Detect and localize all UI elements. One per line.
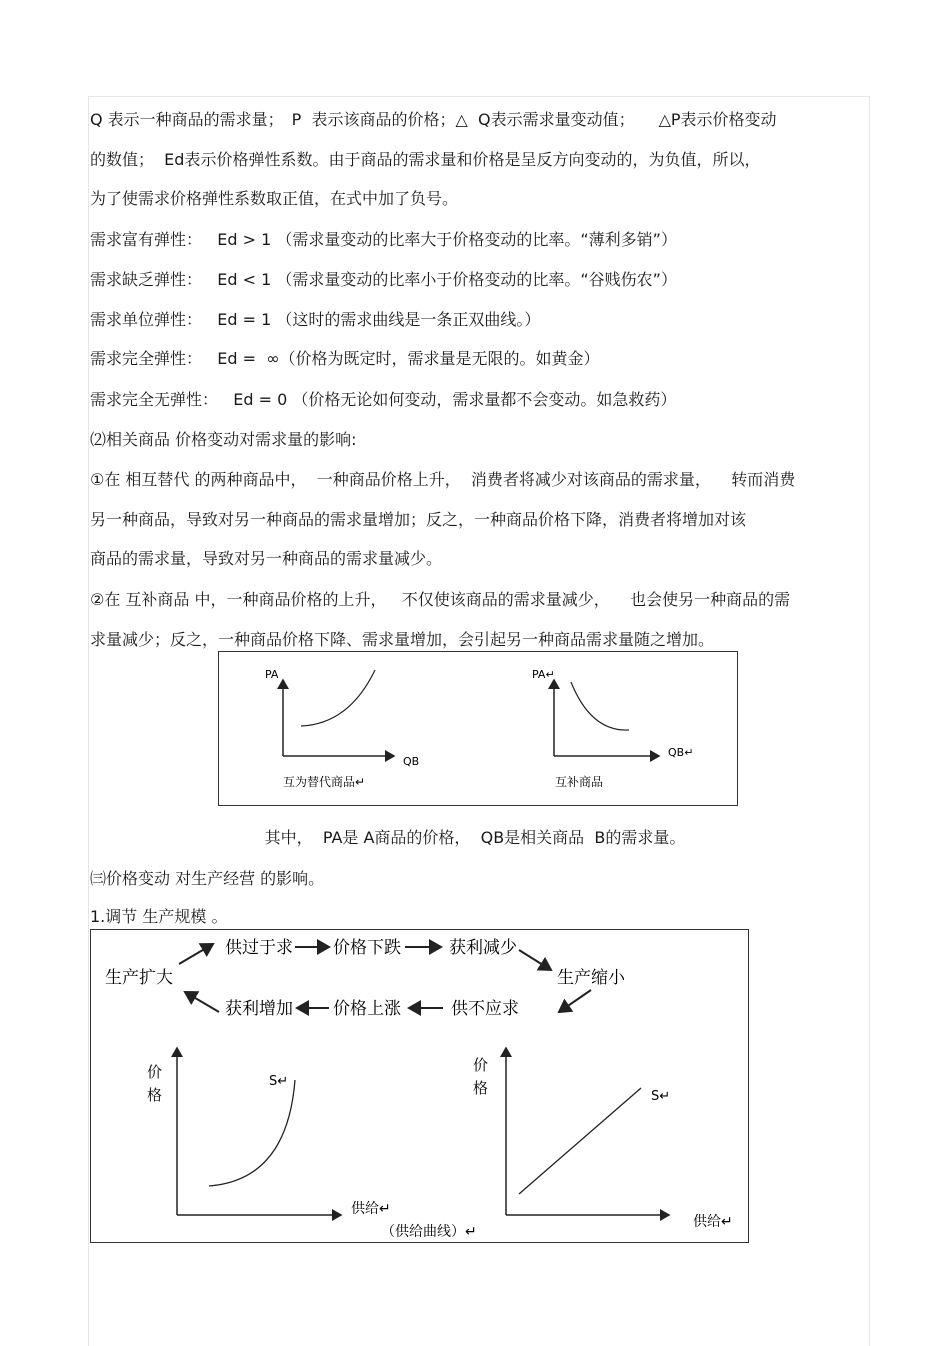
y-label-supply-left-1: 价 [147, 1063, 163, 1081]
related-goods-figure [218, 651, 738, 806]
supply-curve-left [209, 1080, 295, 1186]
production-scale-figure [90, 929, 749, 1243]
cycle-profit-down: 获利减少 [449, 938, 517, 958]
paragraph-line: 另一种商品，导致对另一种商品的需求量增加；反之，一种商品价格下降，消费者将增加对该 [90, 510, 747, 529]
y-label-left: PA [265, 668, 279, 681]
complement-title: 互补商品 [555, 775, 604, 789]
paragraph-line: 需求完全弹性： Ed = ∞（价格为既定时，需求量是无限的。如黄金） [90, 349, 600, 368]
paragraph-line: 需求完全无弹性： Ed = 0 （价格无论如何变动，需求量都不会变动。如急救药） [90, 390, 677, 409]
paragraph-line: ⑵相关商品 价格变动对需求量的影响: [90, 430, 357, 449]
y-label-supply-right-2: 格 [473, 1079, 489, 1097]
cycle-undersupply: 供不应求 [451, 999, 519, 1019]
paragraph-line: 需求单位弹性： Ed = 1 （这时的需求曲线是一条正双曲线。） [90, 310, 541, 329]
figure1-caption: 其中， PA是 A商品的价格， QB是相关商品 B的需求量。 [264, 828, 686, 847]
production-cycle-diagram [91, 930, 747, 1241]
substitute-title: 互为替代商品↵ [283, 775, 366, 789]
arrow-shrink-to-undersupply [559, 990, 591, 1012]
paragraph-line: 求量减少；反之，一种商品价格下降、需求量增加，会引起另一种商品需求量随之增加。 [90, 630, 715, 649]
arrow-profit-down-to-shrink [519, 950, 551, 970]
y-label-right: PA↵ [532, 668, 555, 681]
section-title: ㈢价格变动 对生产经营 的影响。 [90, 869, 325, 888]
curve-label-right: S↵ [651, 1089, 671, 1104]
related-goods-diagram [219, 652, 736, 804]
paragraph-line: 商品的需求量，导致对另一种商品的需求量减少。 [90, 549, 443, 568]
paragraph-line: ①在 相互替代 的两种商品中， 一种商品价格上升， 消费者将减少对该商品的需求量， 转而消费 [90, 470, 796, 489]
arrow-expand-to-oversupply [179, 944, 213, 964]
paragraph-line: 为了使需求价格弹性系数取正值，在式中加了负号。 [90, 189, 459, 208]
cycle-price-fall: 价格下跌 [333, 938, 401, 958]
x-label-right: QB↵ [668, 746, 694, 759]
cycle-oversupply: 供过于求 [225, 938, 293, 958]
y-label-supply-left-2: 格 [147, 1086, 163, 1104]
y-label-supply-right-1: 价 [473, 1056, 489, 1074]
supply-curve-caption: （供给曲线）↵ [381, 1224, 477, 1240]
paragraph-line: ②在 互补商品 中，一种商品价格的上升， 不仅使该商品的需求量减少， 也会使另一种商品的需 [90, 590, 791, 609]
cycle-shrink: 生产缩小 [557, 968, 625, 988]
cycle-profit-up: 获利增加 [225, 999, 293, 1019]
paragraph-line: 的数值； Ed表示价格弹性系数。由于商品的需求量和价格是呈反方向变动的，为负值，所以， [90, 150, 761, 169]
complement-curve [571, 682, 629, 730]
paragraph-line: 需求缺乏弹性： Ed < 1 （需求量变动的比率小于价格变动的比率。“谷贱伤农”） [90, 270, 677, 289]
x-label-supply-right: 供给↵ [693, 1214, 733, 1230]
curve-label-left: S↵ [269, 1074, 289, 1089]
substitute-curve [301, 670, 375, 726]
paragraph-line: 需求富有弹性： Ed > 1 （需求量变动的比率大于价格变动的比率。“薄利多销”） [90, 230, 677, 249]
cycle-price-rise: 价格上涨 [333, 999, 401, 1019]
cycle-expand: 生产扩大 [105, 968, 173, 988]
x-label-supply-left: 供给↵ [351, 1201, 391, 1217]
supply-line-right [519, 1088, 641, 1194]
paragraph-line: Q 表示一种商品的需求量； P 表示该商品的价格；△ Q表示需求量变动值； △P表示价格变动 [90, 110, 777, 129]
section-item: 1.调节 生产规模 。 [90, 907, 228, 926]
x-label-left: QB [403, 755, 420, 768]
arrow-profit-up-to-expand [185, 992, 219, 1012]
